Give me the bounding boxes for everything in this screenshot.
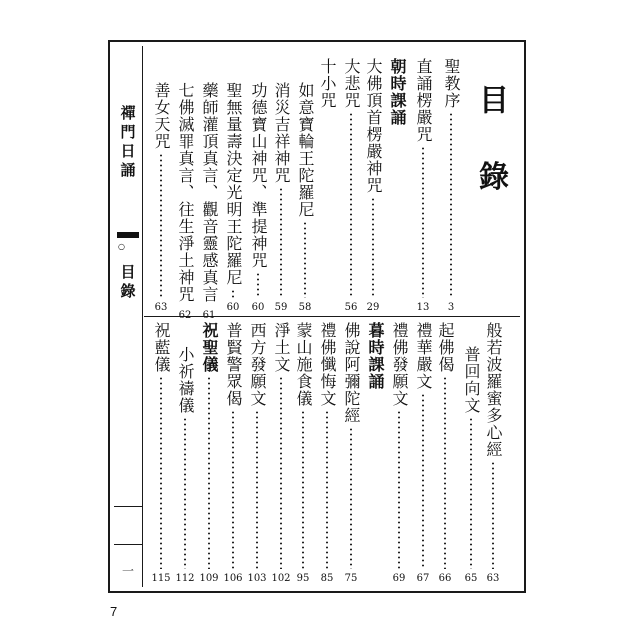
toc-entry[interactable]: [340, 58, 362, 313]
toc-entry-label: 如意寶輪王陀羅尼: [296, 82, 315, 218]
running-head-book-title: 禪門日誦: [118, 105, 137, 181]
toc-entry[interactable]: [174, 346, 196, 584]
toc-entry-label: 般若波羅蜜多心經: [484, 322, 503, 458]
toc-entry-page: 112: [175, 573, 195, 584]
toc-entry[interactable]: [294, 82, 316, 313]
running-head-rule-1: [114, 506, 142, 507]
toc-entry-label: 大悲咒: [342, 58, 361, 109]
toc-entry[interactable]: [174, 82, 196, 321]
toc-entry-page: 66: [438, 573, 452, 584]
toc-entry[interactable]: [150, 322, 172, 584]
dot-leader: [208, 376, 210, 569]
toc-entry-page: 102: [271, 573, 291, 584]
dot-leader: [422, 393, 424, 569]
page-number: 7: [110, 604, 118, 619]
dot-leader: [160, 376, 162, 569]
toc-entry[interactable]: [222, 322, 244, 584]
dot-leader: [450, 112, 452, 298]
dot-leader: [184, 417, 186, 569]
toc-entry-page: 60: [251, 302, 265, 313]
toc-entry[interactable]: [150, 82, 172, 313]
dot-leader: [232, 410, 234, 569]
running-head-strip: [114, 46, 143, 587]
toc-entry[interactable]: [412, 58, 434, 313]
toc-entry-label: 藥師灌頂真言、觀音靈感真言: [200, 82, 219, 303]
toc-entry-label: 祝藍儀: [152, 322, 171, 373]
toc-entry-label: 普回向文: [462, 346, 481, 414]
dot-leader: [257, 272, 259, 298]
toc-entry[interactable]: [388, 322, 410, 584]
toc-section-heading[interactable]: [364, 322, 386, 390]
toc-entry-label: 功德寶山神咒、準提神咒: [249, 82, 268, 269]
toc-entry-page: 95: [296, 573, 310, 584]
toc-entry-label: 起佛偈: [436, 322, 455, 373]
dot-leader: [350, 112, 352, 298]
toc-subheading-label: 十小咒: [318, 58, 337, 109]
toc-entry-label: 禮華嚴文: [414, 322, 433, 390]
toc-entry-label: 祝聖儀: [200, 322, 219, 373]
toc-entry[interactable]: [222, 82, 244, 313]
toc-entry[interactable]: [362, 58, 384, 313]
toc-divider: [144, 316, 520, 317]
toc-entry-page: 109: [199, 573, 219, 584]
toc-entry-label: 聖教序: [442, 58, 461, 109]
toc-entry-page: 85: [320, 573, 334, 584]
dot-leader: [444, 376, 446, 569]
toc-entry-label: 直誦楞嚴咒: [414, 58, 433, 143]
toc-entry-page: 63: [486, 573, 500, 584]
dot-leader: [160, 153, 162, 298]
toc-entry-label: 蒙山施食儀: [294, 322, 313, 407]
toc-entry-page: 13: [416, 302, 430, 313]
toc-entry[interactable]: [270, 82, 292, 313]
toc-entry-label: 西方發願文: [248, 322, 267, 407]
dot-leader: [304, 221, 306, 298]
toc-entry-label: 消災吉祥神咒: [272, 82, 291, 184]
toc-entry-page: 103: [247, 573, 267, 584]
toc-entry-label: 七佛滅罪真言、往生淨土神咒: [176, 82, 195, 303]
toc-entry-page: 58: [298, 302, 312, 313]
toc-entry-label: 小祈禱儀: [176, 346, 195, 414]
toc-section-label: 朝時課誦: [388, 58, 407, 126]
toc-entry-label: 聖無量壽決定光明王陀羅尼: [224, 82, 243, 286]
running-head-footer-numeral: 一: [121, 564, 134, 578]
toc-entry-page: 3: [447, 302, 455, 313]
running-head-section: 目錄: [118, 264, 137, 302]
toc-entry-page: 106: [223, 573, 243, 584]
toc-entry-page: 60: [226, 302, 240, 313]
toc-entry-label: 普賢警眾偈: [224, 322, 243, 407]
toc-entry-page: 67: [416, 573, 430, 584]
toc-entry[interactable]: [440, 58, 462, 313]
toc-entry[interactable]: [482, 322, 504, 584]
toc-entry-label: 淨土文: [272, 322, 291, 373]
toc-entry-page: 29: [366, 302, 380, 313]
toc-entry-page: 59: [274, 302, 288, 313]
toc-entry-page: 63: [154, 302, 168, 313]
dot-leader: [422, 146, 424, 298]
toc-entry-page: 69: [392, 573, 406, 584]
toc-entry[interactable]: [247, 82, 269, 313]
toc-entry[interactable]: [198, 82, 220, 321]
dot-leader: [372, 197, 374, 298]
toc-entry[interactable]: [246, 322, 268, 584]
dot-leader: [256, 410, 258, 569]
toc-entry[interactable]: [198, 322, 220, 584]
toc-entry[interactable]: [434, 322, 456, 584]
running-head-black-bar: [117, 232, 139, 238]
toc-entry-label: 禮佛發願文: [390, 322, 409, 407]
toc-entry-page: 62: [178, 310, 192, 321]
toc-entry[interactable]: [340, 322, 362, 584]
dot-leader: [492, 461, 494, 569]
toc-entry-page: 56: [344, 302, 358, 313]
toc-entry[interactable]: [412, 322, 434, 584]
dot-leader: [470, 417, 472, 569]
toc-section-heading[interactable]: [386, 58, 408, 126]
toc-entry[interactable]: [316, 322, 338, 584]
toc-entry-page: 61: [202, 310, 216, 321]
toc-subheading[interactable]: [316, 58, 338, 109]
toc-title: 目 錄: [473, 84, 508, 209]
dot-leader: [280, 187, 282, 298]
toc-entry-page: 65: [464, 573, 478, 584]
running-head-rule-2: [114, 544, 142, 545]
toc-entry-label: 禮佛懺悔文: [318, 322, 337, 407]
toc-entry-page: 115: [151, 573, 171, 584]
toc-entry-label: 大佛頂首楞嚴神咒: [364, 58, 383, 194]
dot-leader: [326, 410, 328, 569]
toc-section-label: 暮時課誦: [366, 322, 385, 390]
toc-entry-label: 善女天咒: [152, 82, 171, 150]
dot-leader: [398, 410, 400, 569]
dot-leader: [280, 376, 282, 569]
toc-entry[interactable]: [460, 346, 482, 584]
dot-leader: [350, 427, 352, 569]
toc-entry-label: 佛說阿彌陀經: [342, 322, 361, 424]
toc-entry-page: 75: [344, 573, 358, 584]
dot-leader: [232, 289, 234, 298]
running-head-circle-mark: ○: [118, 242, 125, 251]
toc-entry[interactable]: [292, 322, 314, 584]
toc-entry[interactable]: [270, 322, 292, 584]
dot-leader: [302, 410, 304, 569]
